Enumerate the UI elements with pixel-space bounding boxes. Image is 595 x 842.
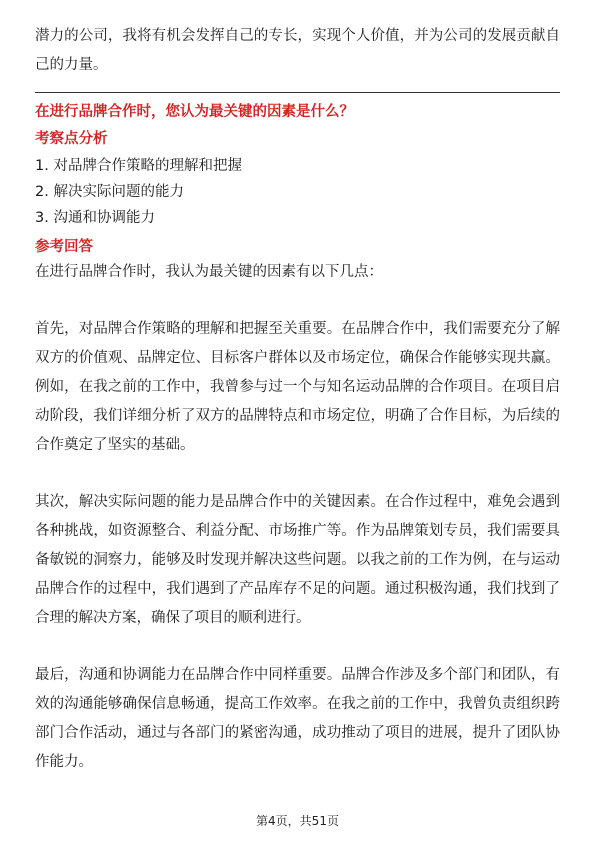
analysis-heading: 考察点分析 xyxy=(35,130,108,147)
answer-paragraph-third: 最后，沟通和协调能力在品牌合作中同样重要。品牌合作涉及多个部门和团队，有效的沟通能够确保信息畅通，提高工作效率。在我之前的工作中，我曾负责组织跨部门合作活动，通过与各部门的紧密沟通，成功推动了项目的进展，提升了团队协作能力。 xyxy=(35,667,560,770)
answer-paragraph-first: 首先，对品牌合作策略的理解和把握至关重要。在品牌合作中，我们需要充分了解双方的价值观、品牌定位、目标客户群体以及市场定位，确保合作能够实现共赢。例如，在我之前的工作中，我曾参与过一个与知名运动品牌的合作项目。在项目启动阶段，我们详细分析了双方的品牌特点和市场定位，明确了合作目标，为后续的合作奠定了坚实的基础。 xyxy=(35,321,560,453)
analysis-point: 1. 对品牌合作策略的理解和把握 xyxy=(35,157,242,174)
paragraph-spacer xyxy=(35,632,560,661)
analysis-point: 3. 沟通和协调能力 xyxy=(35,209,155,226)
document-page xyxy=(35,0,560,777)
intro-continuation: 潜力的公司，我将有机会发挥自己的专长，实现个人价值，并为公司的发展贡献自己的力量。 xyxy=(35,28,560,73)
analysis-point: 2. 解决实际问题的能力 xyxy=(35,183,184,200)
question-heading: 在进行品牌合作时，您认为最关键的因素是什么？ xyxy=(35,103,354,120)
answer-paragraph-second: 其次，解决实际问题的能力是品牌合作中的关键因素。在合作过程中，难免会遇到各种挑战，如资源整合、利益分配、市场推广等。作为品牌策划专员，我们需要具备敏锐的洞察力，能够及时发现并解决这些问题。以我之前的工作为例，在与运动品牌合作的过程中，我们遇到了产品库存不足的问题。通过积极沟通，我们找到了合理的解决方案，确保了项目的顺利进行。 xyxy=(35,494,560,626)
paragraph-spacer xyxy=(35,286,560,315)
paragraph-spacer xyxy=(35,459,560,488)
page-number-footer: 第4页，共51页 xyxy=(256,814,339,828)
analysis-points xyxy=(35,153,560,231)
answer-lead: 在进行品牌合作时，我认为最关键的因素有以下几点： xyxy=(35,263,383,280)
section-divider xyxy=(35,92,560,93)
answer-heading: 参考回答 xyxy=(35,238,93,255)
